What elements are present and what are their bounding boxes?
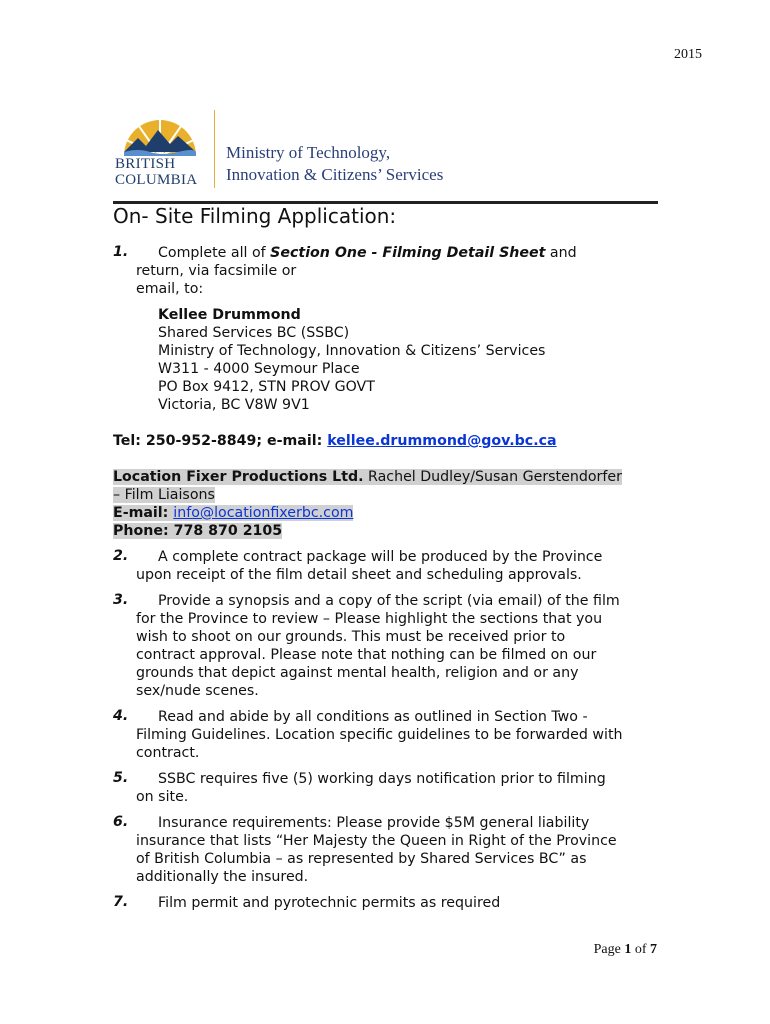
item6-line4: additionally the insured. [136, 869, 309, 885]
item4-line2: Filming Guidelines. Location specific guidelines to be forwarded with [136, 727, 623, 743]
item2-line2: upon receipt of the film detail sheet and scheduling approvals. [136, 567, 582, 583]
item5-line1: SSBC requires five (5) working days notification prior to filming [158, 771, 606, 787]
address-line: Shared Services BC (SSBC) [158, 325, 350, 341]
document-year: 2015 [674, 47, 702, 62]
item6-line1: Insurance requirements: Please provide $5M general liability [158, 815, 590, 831]
address-line: Victoria, BC V8W 9V1 [158, 397, 310, 413]
logo-divider [214, 110, 215, 188]
fixer-email-line: E-mail: info@locationfixerbc.com [113, 505, 354, 521]
item4-line1: Read and abide by all conditions as outlined in Section Two - [158, 709, 588, 725]
item7-line1: Film permit and pyrotechnic permits as required [158, 895, 501, 911]
contact-line: Tel: 250-952-8849; e-mail: kellee.drummond@gov.bc.ca [113, 433, 557, 449]
ministry-name: Ministry of Technology, Innovation & Citizens’ Services [226, 143, 444, 184]
item3-line4: contract approval. Please note that nothing can be filmed on our [136, 647, 597, 663]
item3-line3: wish to shoot on our grounds. This must be received prior to [136, 629, 566, 645]
item-number: 7. [113, 894, 129, 910]
item3-line5: grounds that depict against mental health, religion and or any [136, 665, 579, 681]
item4-line3: contract. [136, 745, 200, 761]
item-number: 4. [113, 708, 129, 724]
logo-text-british: BRITISH [115, 156, 176, 172]
item3-line2: for the Province to review – Please highlight the sections that you [136, 611, 603, 627]
address-line: W311 - 4000 Seymour Place [158, 361, 360, 377]
page-footer: Page 1 of 7 [593, 942, 657, 957]
item5-line2: on site. [136, 789, 189, 805]
fixer-phone: Phone: 778 870 2105 [113, 523, 283, 539]
item-number: 3. [113, 592, 129, 608]
item-number: 1. [113, 244, 129, 260]
fixer-role: – Film Liaisons [113, 487, 215, 503]
fixer-line1: Location Fixer Productions Ltd. Rachel Dudley/Susan Gerstendorfer [113, 469, 622, 485]
item-number: 5. [113, 770, 129, 786]
contact-email-link[interactable]: kellee.drummond@gov.bc.ca [327, 433, 557, 449]
logo-text-columbia: COLUMBIA [115, 172, 198, 188]
document-title: On- Site Filming Application: [113, 204, 397, 228]
item6-line3: of British Columbia – as represented by Shared Services BC” as [136, 851, 587, 867]
item1-line2: return, via facsimile or [136, 263, 297, 279]
fixer-email-link[interactable]: info@locationfixerbc.com [173, 505, 354, 521]
item3-line6: sex/nude scenes. [136, 683, 259, 699]
item-number: 2. [113, 548, 129, 564]
address-line: Ministry of Technology, Innovation & Citizens’ Services [158, 343, 546, 359]
item6-line2: insurance that lists “Her Majesty the Queen in Right of the Province [136, 833, 617, 849]
item1-line3: email, to: [136, 281, 204, 297]
address-line: PO Box 9412, STN PROV GOVT [158, 379, 375, 395]
item-number: 6. [113, 814, 129, 830]
item3-line1: Provide a synopsis and a copy of the script (via email) of the film [158, 593, 620, 609]
item1-line1: Complete all of Section One - Filming Detail Sheet and [158, 245, 577, 261]
contact-name: Kellee Drummond [158, 307, 301, 323]
item2-line1: A complete contract package will be produced by the Province [158, 549, 603, 565]
